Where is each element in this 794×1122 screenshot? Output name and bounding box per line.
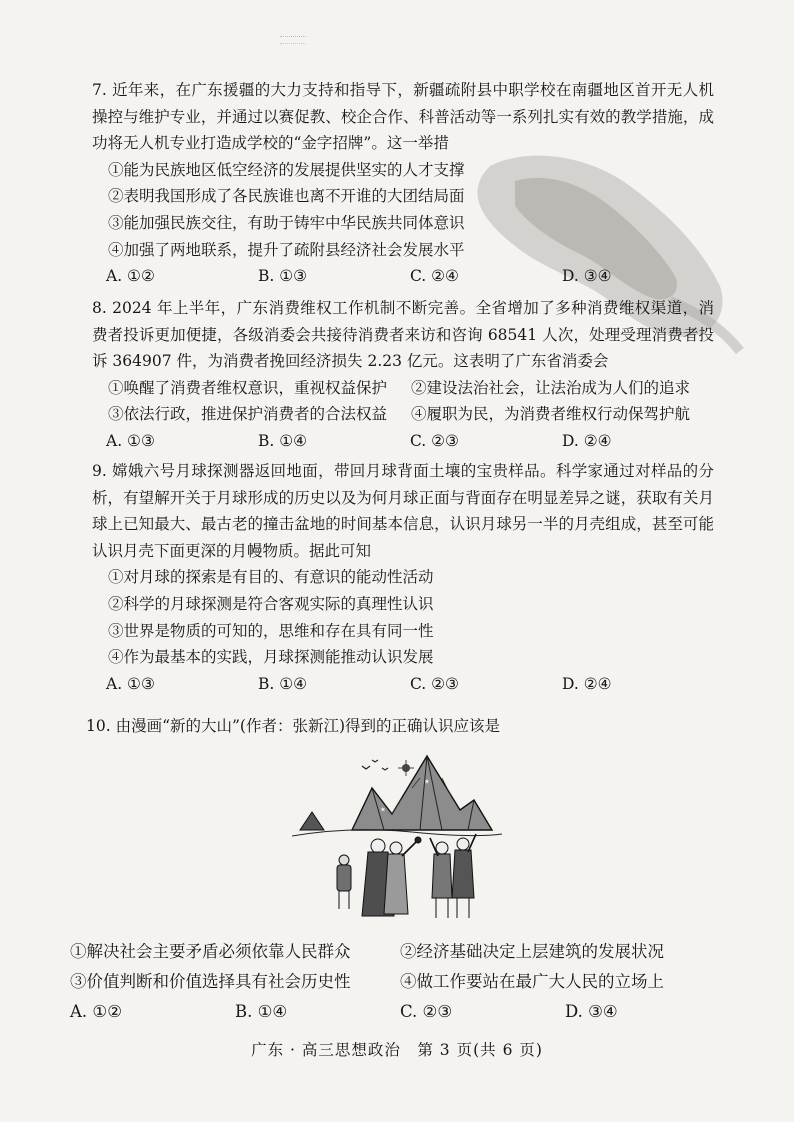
statement-1: ①能为民族地区低空经济的发展提供坚实的人才支撑 [108, 160, 465, 179]
statement-4: ④作为最基本的实践，月球探测能推动认识发展 [108, 648, 434, 667]
statement-2: ②科学的月球探测是符合客观实际的真理性认识 [108, 594, 434, 613]
choice-d[interactable]: D. ②④ [562, 431, 612, 450]
question-stem: 7. 近年来，在广东援疆的大力支持和指导下，新疆疏附县中职学校在南疆地区首开无人机操控与维护专业，并通过以赛促教、校企合作、科普活动等一系列扎实有效的教学措施，成功将无人机专业打造成学校的“金字招牌”。这一举措 [92, 81, 714, 153]
question-stem: 8. 2024 年上半年，广东消费维权工作机制不断完善。全省增加了多种消费维权渠道，消费者投诉更加便捷，各级消委会共接待消费者来访和咨询 68541 人次，处理受理消费者投诉 364907 件，为消费者挽回经济损失 2.23 亿元。这表明了广东省消委会 [92, 299, 714, 371]
statement-3: ③世界是物质的可知的，思维和存在具有同一性 [108, 621, 434, 640]
statement-2: ②经济基础决定上层建筑的发展状况 [400, 942, 664, 961]
question-9 [92, 458, 714, 697]
choice-c[interactable]: C. ②③ [410, 674, 459, 693]
choice-b[interactable]: B. ①④ [235, 1002, 288, 1021]
statement-row [92, 401, 714, 428]
choice-a[interactable]: A. ①② [106, 267, 155, 286]
statement-1: ①唤醒了消费者维权意识，重视权益保护 [108, 378, 388, 397]
answer-choices [70, 997, 730, 1027]
choice-d[interactable]: D. ③④ [565, 1002, 618, 1021]
choice-b[interactable]: B. ①③ [258, 267, 308, 286]
page-footer: 广东 · 高三思想政治 第 3 页(共 6 页) [251, 1041, 543, 1059]
svg-text:✶: ✶ [424, 778, 430, 786]
statement-4: ④加强了两地联系，提升了疏附县经济社会发展水平 [108, 240, 465, 259]
answer-choices [92, 263, 714, 290]
choice-b[interactable]: B. ①④ [258, 431, 308, 450]
statement-row [70, 967, 730, 997]
statement-4: ④做工作要站在最广大人民的立场上 [400, 972, 664, 991]
question-7 [92, 77, 714, 290]
choice-d[interactable]: D. ②④ [562, 674, 612, 693]
svg-text:✶: ✶ [380, 806, 386, 814]
question-10-options [70, 937, 730, 1027]
choice-a[interactable]: A. ①③ [106, 431, 155, 450]
statement-1: ①对月球的探索是有目的、有意识的能动性活动 [108, 568, 434, 587]
statement-row [92, 375, 714, 402]
statement-row [70, 937, 730, 967]
choice-a[interactable]: A. ①② [70, 1002, 122, 1021]
statement-2: ②表明我国形成了各民族谁也离不开谁的大团结局面 [108, 187, 465, 206]
question-10 [86, 713, 708, 740]
choice-a[interactable]: A. ①③ [106, 674, 155, 693]
scan-smudge [280, 36, 306, 44]
choice-c[interactable]: C. ②③ [410, 431, 459, 450]
cartoon-new-mountain [292, 748, 502, 928]
statement-2: ②建设法治社会，让法治成为人们的追求 [411, 378, 691, 397]
statement-4: ④履职为民，为消费者维权行动保驾护航 [411, 405, 691, 424]
answer-choices [92, 428, 714, 455]
choice-b[interactable]: B. ①④ [258, 674, 308, 693]
question-stem: 9. 嫦娥六号月球探测器返回地面，带回月球背面土壤的宝贵样品。科学家通过对样品的分析，有望解开关于月球形成的历史以及为何月球正面与背面存在明显差异之谜，获取有关月球上已知最大、最古老的撞击盆地的时间基本信息，认识月球另一半的月壳组成，甚至可能认识月壳下面更深的月幔物质。据此可知 [92, 462, 714, 560]
statement-3: ③能加强民族交往，有助于铸牢中华民族共同体意识 [108, 213, 465, 232]
choice-d[interactable]: D. ③④ [562, 267, 612, 286]
question-stem: 10. 由漫画“新的大山”(作者：张新江)得到的正确认识应该是 [86, 717, 501, 735]
statement-3: ③依法行政，推进保护消费者的合法权益 [108, 405, 388, 424]
statement-3: ③价值判断和价值选择具有社会历史性 [70, 972, 351, 991]
statement-1: ①解决社会主要矛盾必须依靠人民群众 [70, 942, 351, 961]
choice-c[interactable]: C. ②④ [410, 267, 459, 286]
choice-c[interactable]: C. ②③ [400, 1002, 453, 1021]
question-8 [92, 295, 714, 455]
answer-choices [92, 671, 714, 698]
